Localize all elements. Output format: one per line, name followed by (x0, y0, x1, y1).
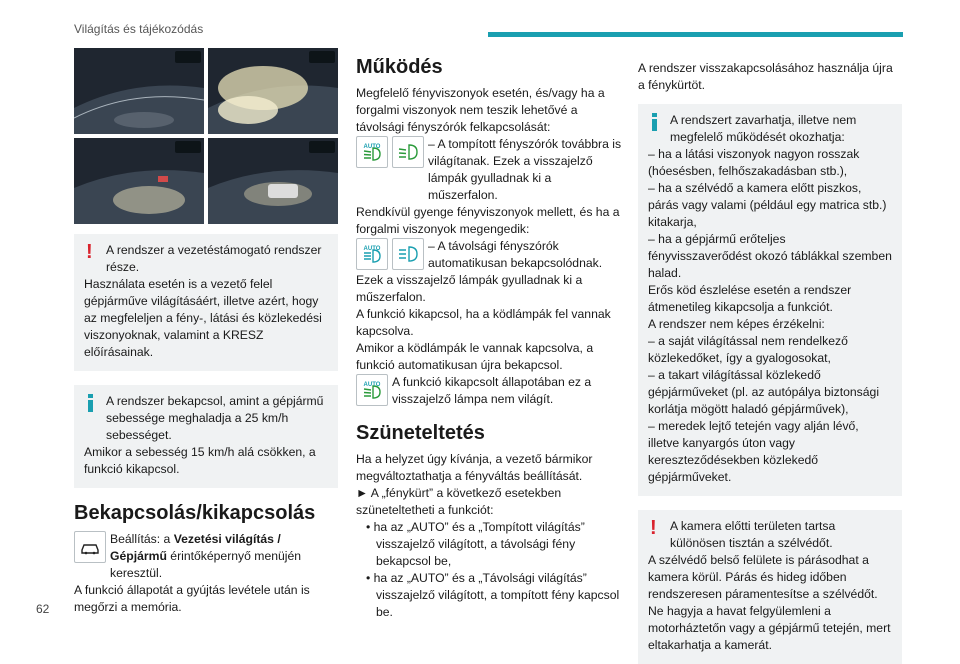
setting-text: Beállítás: a Vezetési világítás / Gépjármű érintőképernyő menüjén keresztül. (110, 532, 302, 580)
camera-warning-lead: A kamera előtti területen tartsa különösen tisztán a szélvédőt. (670, 519, 836, 550)
column-right (638, 48, 902, 664)
setting-row (74, 531, 338, 582)
dashboard-indicator-icon (309, 141, 335, 153)
info-text: Amikor a sebesség 15 km/h alá csökken, a funkció kikapcsol. (84, 445, 316, 476)
dashboard-indicator-icon (175, 141, 201, 153)
operation-intro: Megfelelő fényviszonyok esetén, és/vagy ha a forgalmi viszonyok nem teszik lehetővé a távolsági fényszórók felkapcsolását: (356, 86, 605, 134)
section-heading-pause: Szüneteltetés (356, 422, 485, 444)
warning-exclamation-icon: ! (86, 241, 93, 263)
scene-high-beam-1 (208, 48, 338, 134)
limitations-lead: A rendszert zavarhatja, illetve nem megfelelő működését okozhatja: (670, 113, 857, 144)
limitations-info-box (638, 104, 902, 496)
pause-bullet-2: • ha az „AUTO” és a „Távolsági világítás” visszajelző világított, a tompított fény kapcsol be. (366, 571, 620, 619)
section-heading-operation: Működés (356, 56, 443, 78)
headlight-illustration (74, 48, 338, 224)
fog-on-text: A funkció kikapcsol, ha a ködlámpák fel vannak kapcsolva. (356, 307, 611, 338)
scene-oncoming-car (74, 138, 204, 224)
page-header: Világítás és tájékozódás (74, 22, 204, 36)
limitation-line-1: – ha a látási viszonyok nagyon rosszak (hóesésben, felhőszakadásban stb.), (648, 147, 860, 178)
info-icon (88, 394, 93, 412)
auto-lamp-off-icon: AUTO (356, 374, 388, 406)
very-low-light-text: Rendkívül gyenge fényviszonyok mellett, és ha a forgalmi viszonyok megengedik: (356, 205, 620, 236)
low-beam-icon (392, 136, 424, 168)
section-heading-onoff: Bekapcsolás/kikapcsolás (74, 502, 316, 524)
dashboard-indicator-icon (309, 51, 335, 63)
car-settings-icon (74, 531, 106, 563)
pause-bullet-1: • ha az „AUTO” és a „Tompított világítás” visszajelző világított, a távolsági fény bekapcsol be, (366, 520, 585, 568)
not-detect-text: A rendszer nem képes érzékelni: (648, 317, 825, 331)
reactivate-text: A rendszer visszakapcsolásához használja újra a fénykürtöt. (638, 61, 893, 92)
not-detect-line-1: – a saját világítással nem rendelkező közlekedőket, így a gyalogosokat, (648, 334, 848, 365)
fog-detection-text: Erős köd észlelése esetén a rendszer átmenetileg kikapcsolja a funkciót. (648, 283, 852, 314)
info-lead: A rendszer bekapcsol, amint a gépjármű sebessége meghaladja a 25 km/h sebességet. (106, 394, 324, 442)
scene-low-beam-2 (208, 138, 338, 224)
high-beam-after-text: Ezek a visszajelző lámpák gyulladnak ki a műszerfalon. (356, 273, 583, 304)
warning-lead: A rendszer a vezetéstámogató rendszer része. (106, 243, 322, 274)
dashboard-indicator-icon (175, 51, 201, 63)
scene-low-beam-1 (74, 48, 204, 134)
info-icon-2 (652, 113, 657, 131)
pause-flash: ► A „fénykürt” a következő esetekben szüneteltetheti a funkciót: (356, 486, 562, 517)
info-box (74, 385, 338, 488)
warning-text: Használata esetén is a vezető felel gépjárműve világításáért, illetve azért, hogy az megfeleljen a fény-, látási és közlekedési viszonyoknak, valamint a KRESZ előírásainak. (84, 277, 322, 359)
memory-text: A funkció állapotát a gyújtás levétele után is megőrzi a memória. (74, 583, 310, 614)
high-beam-row (356, 238, 624, 272)
auto-lamp-icon: AUTO (356, 136, 388, 168)
page-number: 62 (36, 602, 50, 616)
off-state-text: A funkció kikapcsolt állapotában ez a visszajelző lámpa nem világít. (392, 375, 592, 406)
fog-off-text: Amikor a ködlámpák le vannak kapcsolva, a funkció automatikusan újra bekapcsol. (356, 341, 594, 372)
warning-exclamation-icon-2: ! (650, 517, 657, 539)
high-beam-icon (392, 238, 424, 270)
camera-warning-box (638, 510, 902, 664)
not-detect-line-2: – a takart világítással közlekedő gépjárműveket (pl. az autópálya biztonsági korlátja mögött haladó gépjárművek), (648, 368, 880, 416)
low-beam-row (356, 136, 624, 204)
limitation-line-3: – ha a gépjármű erőteljes fényvisszaverődést okozó táblákkal szemben halad. (648, 232, 892, 280)
pause-intro: Ha a helyzet úgy kívánja, a vezető bármikor megváltoztathatja a fényváltás beállítását. (356, 452, 593, 483)
high-beam-text: – A távolsági fényszórók automatikusan bekapcsolódnak. (428, 239, 603, 270)
off-state-row (356, 374, 624, 408)
column-left (74, 48, 338, 616)
warning-box (74, 234, 338, 371)
low-beam-text: – A tompított fényszórók továbbra is világítanak. Ezek a visszajelző lámpák gyulladnak ki a műszerfalon. (428, 137, 622, 202)
not-detect-line-3: – meredek lejtő tetején vagy alján lévő, illetve kanyargós úton vagy kereszteződésekben közlekedő gépjárműveket. (648, 419, 859, 484)
auto-lamp-icon-2: AUTO (356, 238, 388, 270)
camera-warning-text: A szélvédő belső felülete is párásodhat a kamera körül. Párás és hideg időben rendszeresen páramentesítse a szélvédőt. Ne hagyja a havat felgyülemleni a motorháztetőn vagy a gépjármű tetején, mert eltakarhatja a kamerát. (648, 553, 891, 652)
column-middle (356, 48, 624, 621)
header-accent-bar (488, 32, 903, 37)
limitation-line-2: – ha a szélvédő a kamera előtt piszkos, párás vagy valami (például egy matrica stb.) kitakarja, (648, 181, 887, 229)
